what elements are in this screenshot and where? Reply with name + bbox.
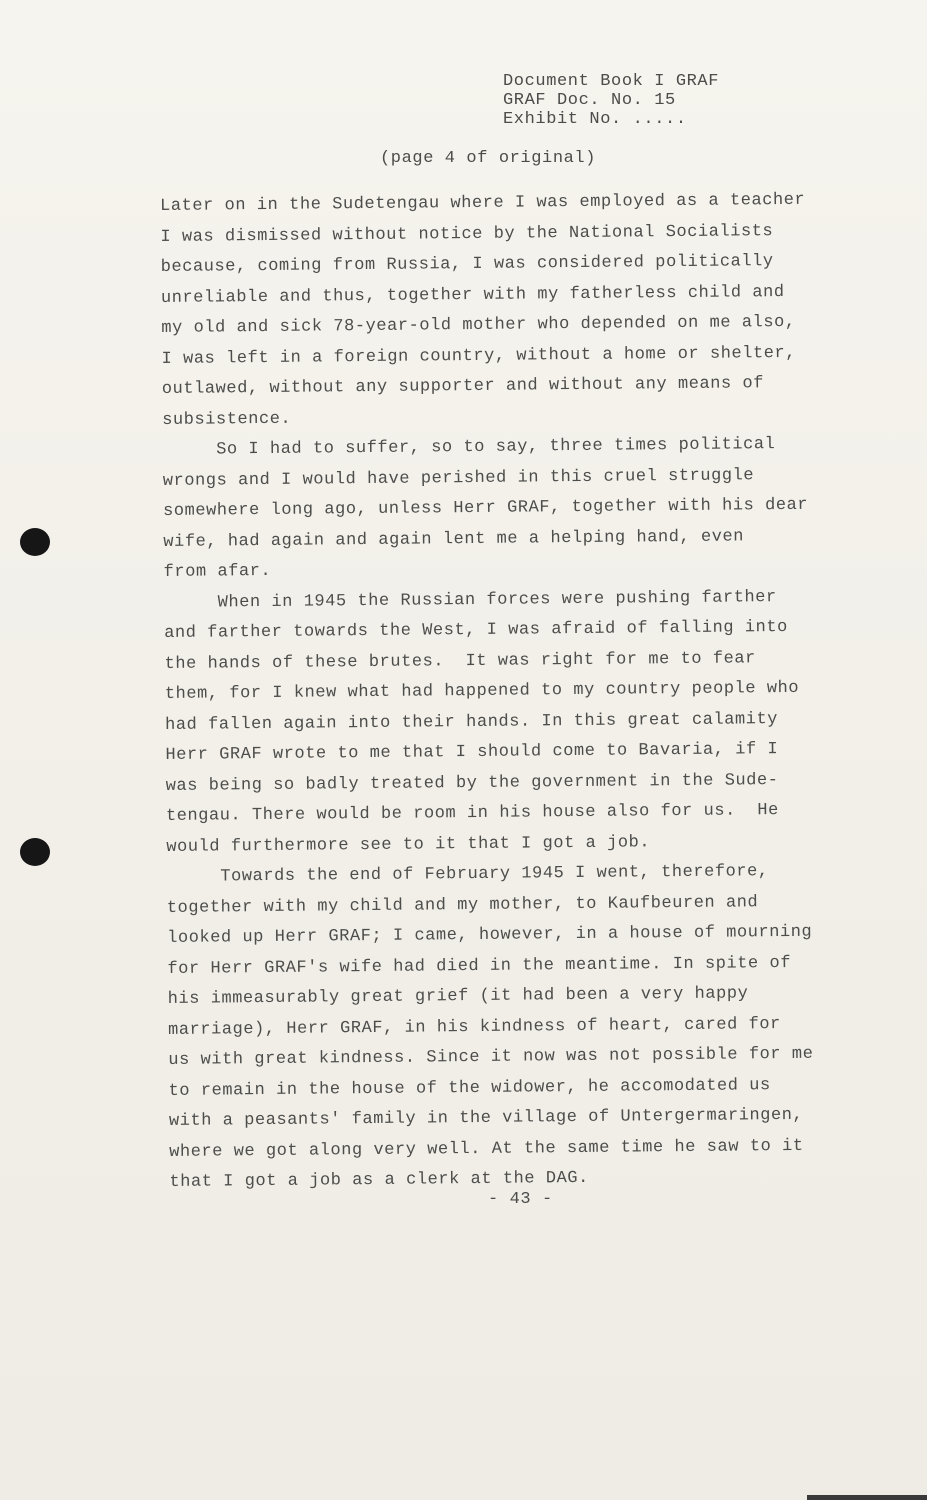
text-line: would furthermore see to it that I got a job. <box>166 832 651 857</box>
text-line: had fallen again into their hands. In this great calamity <box>165 709 779 735</box>
text-line: wife, had again and again lent me a helping hand, even <box>163 526 745 552</box>
text-line: us with great kindness. Since it now was not possible for me <box>168 1044 814 1070</box>
text-line: where we got along very well. At the same time he saw to it <box>169 1136 804 1162</box>
text-line: I was dismissed without notice by the National Socialists <box>160 221 774 247</box>
text-line: Towards the end of February 1945 I went, therefore, <box>166 862 769 887</box>
text-line: somewhere long ago, unless Herr GRAF, together with his dear <box>162 495 809 521</box>
text-line: for Herr GRAF's wife had died in the meantime. In spite of <box>167 953 792 979</box>
text-line: was being so badly treated by the government in the Sude- <box>165 770 779 796</box>
punch-hole <box>20 838 50 866</box>
text-line: tengau. There would be room in his house also for us. He <box>165 801 779 826</box>
text-line: When in 1945 the Russian forces were pushing farther <box>163 587 777 613</box>
text-line: unreliable and thus, together with my fatherless child and <box>160 282 785 308</box>
header-exhibit-number: Exhibit No. ..... <box>503 110 687 129</box>
text-line: his immeasurably great grief (it had been a very happy <box>167 984 749 1009</box>
scan-edge-mark <box>807 1495 927 1500</box>
text-line: Herr GRAF wrote to me that I should come to Bavaria, if I <box>165 740 779 765</box>
page-number: - 43 - <box>488 1190 553 1209</box>
text-line: Later on in the Sudetengau where I was employed as a teacher <box>160 190 806 216</box>
text-line: from afar. <box>163 561 272 582</box>
header-document-book: Document Book I GRAF <box>503 72 720 91</box>
document-header <box>503 72 719 129</box>
text-line: outlawed, without any supporter and without any means of <box>161 374 765 399</box>
text-line: looked up Herr GRAF; I came, however, in a house of mourning <box>167 922 813 948</box>
punch-hole <box>20 528 50 556</box>
text-line: I was left in a foreign country, without a home or shelter, <box>161 343 797 369</box>
text-line: and farther towards the West, I was afraid of falling into <box>164 617 788 643</box>
body-text <box>160 185 890 1198</box>
text-line: wrongs and I would have perished in this cruel struggle <box>162 465 755 491</box>
header-doc-number: GRAF Doc. No. 15 <box>503 91 676 110</box>
text-line: subsistence. <box>162 409 292 430</box>
text-line: my old and sick 78-year-old mother who depended on me also, <box>161 312 796 338</box>
text-line: them, for I knew what had happened to my country people who <box>164 678 800 704</box>
text-line: marriage), Herr GRAF, in his kindness of heart, cared for <box>167 1014 781 1040</box>
text-line: the hands of these brutes. It was right for me to fear <box>164 648 756 674</box>
original-page-note: (page 4 of original) <box>380 149 597 168</box>
text-line: to remain in the house of the widower, he accomodated us <box>168 1075 771 1101</box>
text-line: that I got a job as a clerk at the DAG. <box>169 1168 589 1192</box>
text-line: with a peasants' family in the village of Untergermaringen, <box>168 1105 804 1131</box>
text-line: because, coming from Russia, I was considered politically <box>160 252 774 277</box>
text-line: So I had to suffer, so to say, three times political <box>162 435 776 460</box>
text-line: together with my child and my mother, to Kaufbeuren and <box>166 892 759 918</box>
